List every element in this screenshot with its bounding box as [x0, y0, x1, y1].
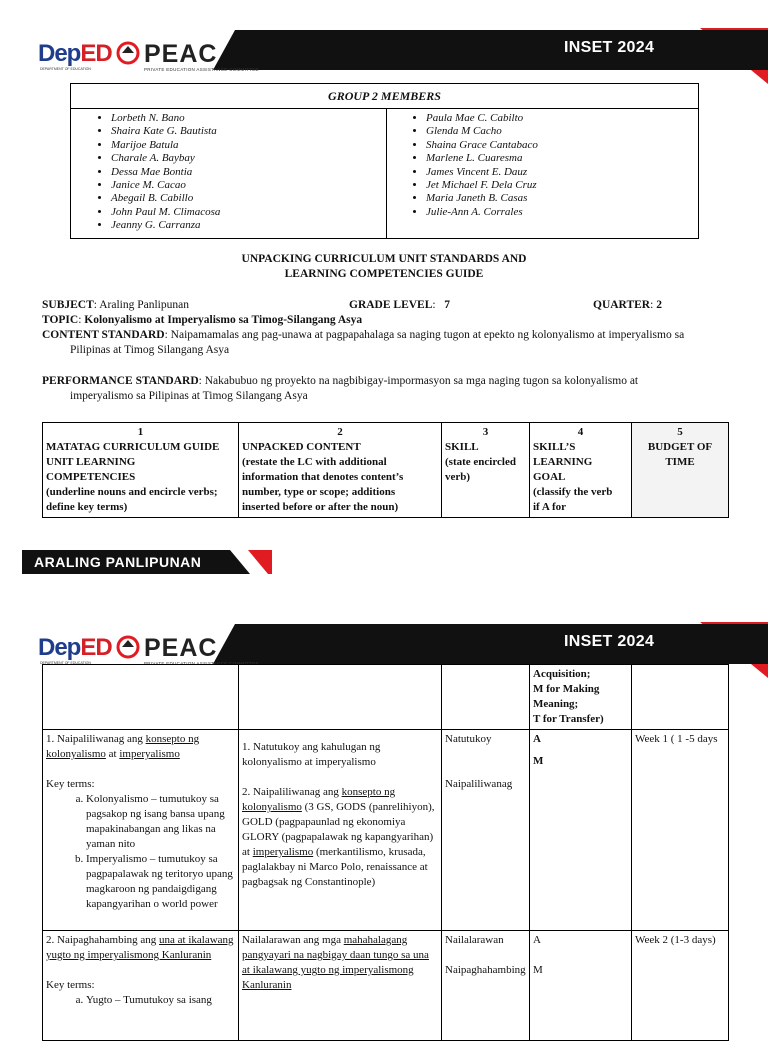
unpacked-text-part: 2. Naipaliliwanag ang: [242, 786, 342, 798]
underlined-noun: imperyalismo: [252, 846, 314, 858]
topic-value: Kolonyalismo at Imperyalismo sa Timog-Silangang Asya: [84, 314, 363, 326]
member-name: • Glenda M Cacho: [426, 125, 698, 138]
key-terms-label: Key terms:: [46, 778, 95, 790]
header-text: Acquisition;: [533, 668, 591, 680]
member-name: • Shaina Grace Cantabaco: [426, 139, 698, 152]
guide-title-line: LEARNING COMPETENCIES GUIDE: [284, 268, 484, 280]
performance-standard-text: imperyalismo sa Pilipinas at Timog Silangang Asya: [70, 390, 308, 402]
key-terms-label: Key terms:: [46, 979, 95, 991]
goal-code: M: [533, 755, 544, 767]
empty-cell: [632, 665, 729, 730]
peac-emblem-icon: [116, 635, 140, 659]
guide-title-line: UNPACKING CURRICULUM UNIT STANDARDS AND: [241, 253, 527, 265]
col-number: 1: [137, 426, 144, 438]
guide-title: [0, 252, 768, 282]
key-term: a. Yugto – Tumutukoy sa isang: [86, 993, 235, 1008]
underlined-noun: una at ikalawang yugto ng imperyalismong Kanluranin: [46, 934, 234, 961]
header-text: SKILL’S: [533, 441, 576, 453]
table-row: [43, 931, 729, 1041]
unpacked-text-part: Nailalarawan ang mga: [242, 934, 344, 946]
col-number: 2: [337, 426, 343, 438]
table-row: [43, 730, 729, 931]
key-terms-list: [46, 993, 235, 1008]
competencies-table: [42, 664, 729, 1041]
col-number: 5: [677, 426, 683, 438]
header-text: BUDGET OF: [647, 441, 713, 453]
member-name: • Maria Janeth B. Casas: [426, 192, 698, 205]
member-name: • Marlene L. Cuaresma: [426, 152, 698, 165]
unpacked-cell: [239, 730, 442, 931]
time-cell: Week 2 (1-3 days): [632, 931, 729, 1041]
underlined-noun: kolonyalismo: [46, 748, 106, 760]
header-text: LEARNING: [533, 456, 593, 468]
header-text: (underline nouns and encircle verbs;: [46, 486, 218, 498]
header-text: M for Making: [533, 683, 600, 695]
members-column-right: [386, 108, 698, 238]
peac-logo: PEAC: [144, 634, 218, 662]
header-col-learning-goal-cont: [530, 665, 632, 730]
member-name: • Julie-Ann A. Corrales: [426, 206, 698, 219]
peac-emblem-icon: [116, 41, 140, 65]
grade-value: 7: [444, 299, 450, 311]
time-cell: Week 1 ( 1 -5 days: [632, 730, 729, 931]
col-number: 3: [482, 426, 489, 438]
goal-cell: [530, 931, 632, 1041]
goal-cell: [530, 730, 632, 931]
group-members-title: GROUP 2 MEMBERS: [71, 84, 698, 109]
goal-code: M: [533, 964, 543, 976]
header-text: verb): [445, 471, 471, 483]
member-name: • Marijoe Batula: [111, 139, 386, 152]
unpacked-cell: [239, 931, 442, 1041]
subject-label: SUBJECT: [42, 299, 94, 311]
quarter-label: QUARTER: [593, 299, 651, 311]
underlined-noun: konsepto ng kolonyalismo: [242, 786, 396, 813]
group-members-box: [70, 83, 699, 239]
unpacked-item: [242, 933, 438, 993]
unpacked-item: 1. Natutukoy ang kahulugan ng kolonyalismo at imperyalismo: [242, 741, 381, 768]
event-title: INSET 2024: [564, 633, 655, 650]
header-text: (state encircled: [445, 456, 516, 468]
goal-code: A: [533, 934, 541, 946]
performance-standard-label: PERFORMANCE STANDARD: [42, 375, 199, 387]
performance-standard-text: Nakabubuo ng proyekto na nagbibigay-impormasyon sa mga naging tugon sa kolonyalismo at: [204, 375, 639, 387]
skill-verb: Natutukoy: [445, 733, 492, 745]
empty-cell: [43, 665, 239, 730]
lc-text: [46, 933, 235, 963]
member-name: • John Paul M. Climacosa: [111, 206, 386, 219]
key-term: a. Kolonyalismo – tumutukoy sa pagsakop ng isang bansa upang mapakinabangan ang likas na yaman nito: [86, 792, 235, 852]
peac-logo-subtitle: PRIVATE EDUCATION ASSISTANCE COMMITTEE: [144, 661, 259, 666]
header-text: (restate the LC with additional: [242, 456, 387, 468]
member-name: • James Vincent E. Dauz: [426, 166, 698, 179]
lc-text-part: at: [105, 748, 120, 760]
header-col-skill: [442, 423, 530, 518]
black-header-bar: [213, 624, 768, 664]
performance-standard: PERFORMANCE STANDARD: Nakabubuo ng proyekto na nagbibigay-impormasyon sa mga naging tugon sa kolonyalismo at imperyalismo sa Pilipinas at Timog Silangang Asya: [42, 374, 732, 404]
lc-cell: [43, 730, 239, 931]
header-text: SKILL: [445, 441, 479, 453]
quarter: QUARTER: 2: [593, 299, 662, 311]
header-text: MATATAG CURRICULUM GUIDE: [46, 441, 220, 453]
empty-cell: [442, 665, 530, 730]
deped-logo: DepED: [38, 634, 112, 661]
goal-code: A: [533, 733, 541, 745]
subject-bar-red: [248, 550, 272, 574]
member-name: • Jet Michael F. Dela Cruz: [426, 179, 698, 192]
key-terms-list: [46, 792, 235, 912]
subject-footer-bar: [22, 550, 272, 574]
unpacked-text-part: (3 GS, GODS (panrelihiyon), GOLD (pagpapaunlad ng ekonomiya GLORY (pagpapalawak ng kapangyarihan) at: [242, 801, 435, 858]
subject-line: SUBJECT: Araling Panlipunan: [42, 299, 189, 311]
col-number: 4: [577, 426, 584, 438]
black-header-bar: [213, 30, 768, 70]
lc-cell: [43, 931, 239, 1041]
event-title: INSET 2024: [564, 39, 655, 56]
skill-cell: [442, 931, 530, 1041]
skill-verb: Naipaliliwanag: [445, 778, 513, 790]
grade-level: GRADE LEVEL: 7: [349, 299, 450, 311]
header-text: TIME: [665, 456, 695, 468]
deped-logo-subtitle: DEPARTMENT OF EDUCATION: [40, 67, 91, 71]
underlined-noun: mahahalagang pangyayari na nagbigay daan tungo sa una at ikalawang yugto ng imperyalismong Kanluranin: [242, 934, 429, 991]
member-name: • Lorbeth N. Bano: [111, 112, 386, 125]
skill-verb: Naipaghahambing: [445, 964, 526, 976]
content-standard-text: Naipamamalas ang pag-unawa at pagpapahalaga sa naging tugon at epekto ng kolonyalismo at imperyalismo sa: [170, 329, 685, 341]
header-text: COMPETENCIES: [46, 471, 136, 483]
member-name: • Janice M. Cacao: [111, 179, 386, 192]
quarter-value: 2: [656, 299, 662, 311]
header-col-learning-goal: [530, 423, 632, 518]
unpacked-text-part: (merkantilismo, krusada, paglalakbay ni Marco Polo, renaissance at pagbagsak ng Constantinople): [242, 846, 428, 888]
header-text: Meaning;: [533, 698, 579, 710]
underlined-noun: konsepto ng: [145, 733, 200, 745]
deped-logo-subtitle: DEPARTMENT OF EDUCATION: [40, 661, 91, 665]
peac-logo-subtitle: PRIVATE EDUCATION ASSISTANCE COMMITTEE: [144, 67, 259, 72]
header-text: UNIT LEARNING: [46, 456, 136, 468]
header-text: inserted before or after the noun): [242, 501, 399, 513]
header-text: if A for: [533, 501, 566, 513]
content-standard-text: Pilipinas at Timog Silangang Asya: [70, 344, 230, 356]
key-term: b. Imperyalismo – tumutukoy sa pagpapalawak ng teritoryo upang magkaroon ng pandaigdigang kapangyarihan o world power: [86, 852, 235, 912]
header-text: T for Transfer): [533, 713, 604, 725]
header-banner: [0, 10, 768, 82]
header-text: define key terms): [46, 501, 128, 513]
header-text: GOAL: [533, 471, 566, 483]
lc-text-part: 1. Naipaliliwanag ang: [46, 733, 146, 745]
underlined-noun: imperyalismo: [119, 748, 180, 760]
header-col-unpacked: [239, 423, 442, 518]
header-col-budget: [632, 423, 729, 518]
grade-label: GRADE LEVEL: [349, 299, 433, 311]
header-text: information that denotes content’s: [242, 471, 404, 483]
lc-text-part: 2. Naipaghahambing ang: [46, 934, 160, 946]
member-name: • Charale A. Baybay: [111, 152, 386, 165]
member-name: • Abegail B. Cabillo: [111, 192, 386, 205]
content-standard-label: CONTENT STANDARD: [42, 329, 165, 341]
peac-logo: PEAC: [144, 40, 218, 68]
skill-verb: Nailalarawan: [445, 934, 504, 946]
header-text: UNPACKED CONTENT: [242, 441, 361, 453]
subject-bar-label: ARALING PANLIPUNAN: [34, 554, 202, 570]
table-header-continuation: [43, 665, 729, 730]
competencies-table-header: [42, 422, 729, 518]
skill-cell: [442, 730, 530, 931]
member-name: • Jeanny G. Carranza: [111, 219, 386, 232]
members-column-left: [71, 108, 387, 238]
member-name: • Dessa Mae Bontia: [111, 166, 386, 179]
topic-label: TOPIC: [42, 314, 79, 326]
member-name: • Shaira Kate G. Bautista: [111, 125, 386, 138]
topic-line: TOPIC: Kolonyalismo at Imperyalismo sa Timog-Silangang Asya: [42, 314, 363, 326]
subject-value: Araling Panlipunan: [99, 299, 189, 311]
header-col-competencies: [43, 423, 239, 518]
lc-text: [46, 732, 235, 762]
member-name: • Paula Mae C. Cabilto: [426, 112, 698, 125]
header-text: (classify the verb: [533, 486, 613, 498]
unpacked-item: [242, 785, 438, 890]
empty-cell: [239, 665, 442, 730]
content-standard: CONTENT STANDARD: Naipamamalas ang pag-unawa at pagpapahalaga sa naging tugon at epekto ng kolonyalismo at imperyalismo sa Pilipinas at Timog Silangang Asya: [42, 328, 732, 358]
header-text: number, type or scope; additions: [242, 486, 396, 498]
deped-logo: DepED: [38, 40, 112, 67]
